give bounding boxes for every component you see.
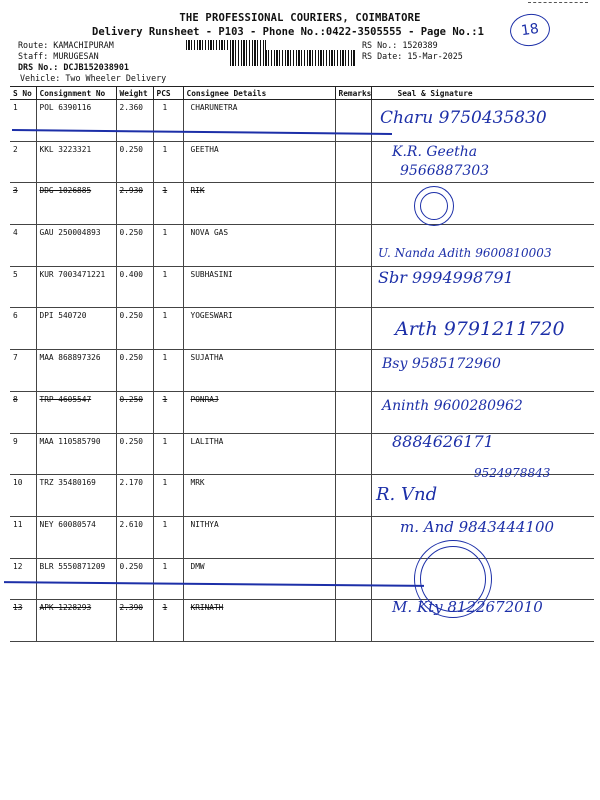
consignment-text: NEY 60080574 [39, 519, 96, 529]
pcs-cell [153, 308, 183, 350]
remarks-cell [335, 100, 371, 142]
consignee-text: NOVA GAS [190, 228, 229, 238]
weight-text: 0.250 [119, 436, 143, 446]
consignee-text: GEETHA [190, 144, 219, 154]
handwritten-signature: Aninth 9600280962 [382, 398, 523, 414]
consignment-cell [36, 475, 116, 517]
weight-text: 2.170 [119, 478, 143, 488]
remarks-cell [335, 391, 371, 433]
pcs-cell [153, 225, 183, 267]
weight-text: 2.390 [119, 603, 143, 613]
col-consignee: Consignee Details [183, 87, 335, 100]
sno-cell [10, 433, 36, 475]
consignee-cell [183, 433, 335, 475]
pcs-cell [153, 266, 183, 308]
sno-text: 10 [13, 478, 23, 488]
remarks-cell [335, 266, 371, 308]
pcs-text: 1 [162, 519, 168, 529]
weight-text: 0.250 [119, 144, 143, 154]
sno-text: 5 [13, 269, 18, 279]
drs-label: DRS No.: DCJB152038901 [18, 62, 129, 72]
table-row [10, 266, 594, 308]
weight-cell [116, 475, 153, 517]
consignment-cell [36, 225, 116, 267]
sno-cell [10, 600, 36, 642]
handwritten-signature: M. Kty 8122672010 [392, 598, 543, 616]
weight-cell [116, 350, 153, 392]
courier-seal [414, 540, 492, 618]
pcs-text: 1 [162, 603, 168, 613]
weight-text: 2.610 [119, 519, 143, 529]
signature-cell [371, 308, 594, 350]
weight-text: 2.930 [119, 186, 143, 196]
consignment-cell [36, 600, 116, 642]
consignee-cell [183, 141, 335, 183]
col-pcs: PCS [153, 87, 183, 100]
signature-cell [371, 225, 594, 267]
handwritten-signature: R. Vnd [376, 484, 438, 505]
pcs-text: 1 [162, 353, 168, 363]
weight-cell [116, 308, 153, 350]
company-title: THE PROFESSIONAL COURIERS, COIMBATORE [179, 12, 421, 24]
consignment-cell [36, 100, 116, 142]
handwritten-signature: 8884626171 [392, 432, 494, 451]
signature-cell [371, 141, 594, 183]
sno-cell [10, 266, 36, 308]
runsheet-table [10, 86, 594, 642]
pcs-text: 1 [162, 311, 168, 321]
sno-text: 12 [13, 561, 23, 571]
sno-cell [10, 183, 36, 225]
consignment-cell [36, 141, 116, 183]
consignment-text: DPI 540720 [39, 311, 87, 321]
consignee-text: NITHYA [190, 519, 219, 529]
signature-cell [371, 391, 594, 433]
consignment-cell [36, 558, 116, 600]
consignment-text: POL 6390116 [39, 103, 92, 112]
consignee-text: DMW [190, 561, 205, 571]
sno-cell [10, 516, 36, 558]
courier-seal [414, 186, 454, 226]
sno-text: 6 [13, 311, 18, 321]
table-row [10, 558, 594, 600]
weight-cell [116, 141, 153, 183]
pcs-text: 1 [162, 561, 168, 571]
consignee-cell [183, 308, 335, 350]
pcs-text: 1 [162, 269, 168, 279]
table-row [10, 391, 594, 433]
col-signature: Seal & Signature [371, 87, 594, 100]
consignment-text: GAU 250004893 [39, 228, 101, 238]
table-row [10, 600, 594, 642]
pcs-text: 1 [162, 103, 168, 112]
route-info [18, 40, 166, 84]
handwritten-signature: 9566887303 [400, 163, 490, 179]
consignment-text: APK 1228293 [39, 603, 92, 613]
consignment-cell [36, 266, 116, 308]
sno-text: 9 [13, 436, 18, 446]
signature-cell [371, 100, 594, 142]
pcs-text: 1 [162, 144, 168, 154]
consignee-text: LALITHA [190, 436, 224, 446]
consignee-cell [183, 391, 335, 433]
signature-cell [371, 600, 594, 642]
route-label: Route: KAMACHIPURAM [18, 40, 114, 50]
table-header-row [10, 87, 594, 100]
pcs-cell [153, 350, 183, 392]
consignment-cell [36, 350, 116, 392]
consignment-cell [36, 183, 116, 225]
corner-scribble [528, 2, 588, 9]
table-row [10, 100, 594, 142]
rs-info [362, 40, 463, 62]
pcs-cell [153, 516, 183, 558]
col-remarks: Remarks [335, 87, 371, 100]
pcs-text: 1 [162, 394, 168, 404]
weight-text: 0.250 [119, 228, 143, 238]
sno-cell [10, 141, 36, 183]
weight-cell [116, 558, 153, 600]
barcode-main [230, 50, 356, 66]
weight-cell [116, 266, 153, 308]
weight-cell [116, 183, 153, 225]
consignee-cell [183, 350, 335, 392]
signature-cell [371, 433, 594, 475]
sno-cell [10, 558, 36, 600]
handwritten-signature: K.R. Geetha [392, 144, 478, 160]
sno-cell [10, 475, 36, 517]
consignment-cell [36, 433, 116, 475]
signature-cell [371, 350, 594, 392]
signature-cell [371, 475, 594, 517]
handwritten-signature: Bsy 9585172960 [382, 356, 501, 372]
consignee-cell [183, 100, 335, 142]
weight-cell [116, 225, 153, 267]
sno-cell [10, 225, 36, 267]
pcs-text: 1 [162, 186, 168, 196]
sno-cell [10, 100, 36, 142]
consignee-text: YOGESWARI [190, 311, 233, 321]
remarks-cell [335, 308, 371, 350]
table-row [10, 141, 594, 183]
page-count-mark: 18 [508, 11, 552, 48]
rs-number: RS No.: 1520389 [362, 40, 438, 50]
remarks-cell [335, 475, 371, 517]
sno-text: 2 [13, 144, 18, 154]
pcs-text: 1 [162, 478, 168, 488]
sno-text: 3 [13, 186, 18, 196]
pcs-cell [153, 183, 183, 225]
consignee-cell [183, 225, 335, 267]
remarks-cell [335, 600, 371, 642]
consignee-text: RIK [190, 186, 205, 196]
col-consignment: Consignment No [36, 87, 116, 100]
consignee-cell [183, 558, 335, 600]
weight-text: 0.250 [119, 311, 143, 321]
consignee-cell [183, 516, 335, 558]
vehicle-label: Vehicle: Two Wheeler Delivery [20, 73, 167, 83]
weight-text: 0.250 [119, 394, 143, 404]
handwritten-signature: 9524978843 [474, 466, 551, 480]
sno-text: 13 [13, 603, 23, 613]
consignment-cell [36, 308, 116, 350]
rs-date: RS Date: 15-Mar-2025 [362, 51, 463, 61]
consignee-text: SUJATHA [190, 353, 224, 363]
sno-cell [10, 308, 36, 350]
table-row [10, 350, 594, 392]
pcs-text: 1 [162, 436, 168, 446]
consignment-text: TRZ 35480169 [39, 478, 96, 488]
pcs-cell [153, 141, 183, 183]
table-row [10, 225, 594, 267]
consignee-text: KRINATH [190, 603, 224, 613]
weight-text: 0.250 [119, 353, 143, 363]
table-row [10, 183, 594, 225]
sno-text: 4 [13, 228, 18, 238]
weight-cell [116, 433, 153, 475]
sno-text: 11 [13, 519, 23, 529]
pcs-cell [153, 475, 183, 517]
weight-cell [116, 100, 153, 142]
consignment-text: BLR 5550871209 [39, 561, 106, 571]
table-row [10, 516, 594, 558]
remarks-cell [335, 558, 371, 600]
pcs-cell [153, 558, 183, 600]
remarks-cell [335, 516, 371, 558]
consignee-cell [183, 475, 335, 517]
remarks-cell [335, 225, 371, 267]
table-row [10, 475, 594, 517]
pcs-cell [153, 391, 183, 433]
col-weight: Weight [116, 87, 153, 100]
weight-cell [116, 391, 153, 433]
consignment-text: TRP 4605547 [39, 394, 92, 404]
signature-cell [371, 183, 594, 225]
consignment-text: DDG 1026885 [39, 186, 92, 196]
weight-cell [116, 600, 153, 642]
consignee-cell [183, 183, 335, 225]
signature-cell [371, 266, 594, 308]
consignment-text: MAA 110585790 [39, 436, 101, 446]
barcode-small [186, 40, 266, 50]
pcs-cell [153, 433, 183, 475]
weight-cell [116, 516, 153, 558]
signature-cell [371, 516, 594, 558]
consignment-text: KKL 3223321 [39, 144, 92, 154]
consignee-cell [183, 266, 335, 308]
staff-label: Staff: MURUGESAN [18, 51, 99, 61]
sno-cell [10, 350, 36, 392]
handwritten-signature: U. Nanda Adith 9600810003 [378, 246, 552, 260]
consignment-cell [36, 391, 116, 433]
handwritten-signature: Sbr 9994998791 [378, 268, 514, 287]
sno-text: 1 [13, 103, 18, 112]
pcs-text: 1 [162, 228, 168, 238]
sno-text: 7 [13, 353, 18, 363]
table-row [10, 308, 594, 350]
handwritten-signature: Charu 9750435830 [380, 108, 547, 128]
runsheet-subtitle: Delivery Runsheet - P103 - Phone No.:0422-3505555 - Page No.:1 [92, 26, 484, 38]
sno-text: 8 [13, 394, 18, 404]
weight-text: 0.250 [119, 561, 143, 571]
consignee-text: MRK [190, 478, 205, 488]
consignment-text: MAA 868897326 [39, 353, 101, 363]
remarks-cell [335, 141, 371, 183]
col-sno: S No [10, 87, 36, 100]
sno-cell [10, 391, 36, 433]
weight-text: 2.360 [119, 103, 143, 112]
consignee-cell [183, 600, 335, 642]
remarks-cell [335, 350, 371, 392]
remarks-cell [335, 433, 371, 475]
handwritten-signature: m. And 9843444100 [400, 518, 555, 536]
consignment-cell [36, 516, 116, 558]
table-row [10, 433, 594, 475]
remarks-cell [335, 183, 371, 225]
consignment-text: KUR 7003471221 [39, 269, 106, 279]
handwritten-signature: Arth 9791211720 [395, 318, 565, 340]
pcs-cell [153, 100, 183, 142]
consignee-text: PONRAJ [190, 394, 219, 404]
consignee-text: CHARUNETRA [190, 103, 238, 112]
weight-text: 0.400 [119, 269, 143, 279]
consignee-text: SUBHASINI [190, 269, 233, 279]
pcs-cell [153, 600, 183, 642]
